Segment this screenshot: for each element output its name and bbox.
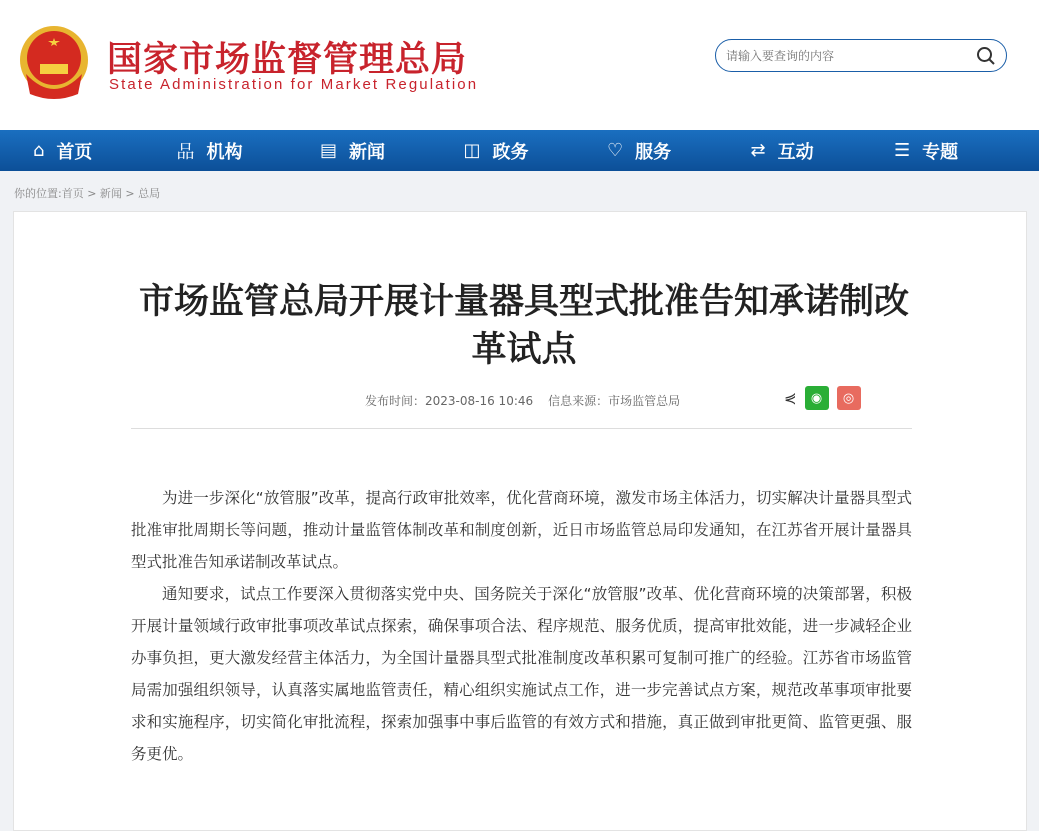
news-icon: ▤ [320,140,338,161]
nav-item-6[interactable] [894,130,1038,171]
national-emblem-logo [18,24,90,100]
nav-label: 机构 [206,141,243,163]
nav-item-4[interactable] [607,130,751,171]
search-input[interactable] [726,49,976,63]
search-icon[interactable] [976,46,996,66]
wechat-share-icon[interactable]: ◉ [805,386,829,410]
info-source: 信息来源：市场监管总局 [548,394,681,408]
share-icon[interactable]: ⋞ [784,389,797,407]
list-icon: ☰ [894,140,911,161]
divider [131,428,912,429]
nav-item-2[interactable] [320,130,464,171]
weibo-share-icon[interactable]: ◎ [837,386,861,410]
nav-item-5[interactable] [751,130,895,171]
nav-label: 专题 [922,141,959,163]
article-card [13,211,1027,831]
article-meta [365,392,695,409]
nav-item-1[interactable] [177,130,321,171]
nav-label: 服务 [635,141,672,163]
site-subtitle: State Administration for Market Regulation [109,76,479,93]
exchange-icon: ⇄ [750,140,766,161]
nav-label: 政务 [492,141,529,163]
nav-item-0[interactable] [33,130,177,171]
main-nav [0,130,1039,171]
nav-label: 首页 [56,141,93,163]
publish-time: 发布时间：2023-08-16 10:46 [365,394,534,408]
home-icon: ⌂ [33,140,45,161]
article-body [131,482,912,770]
gov-icon: ◫ [463,140,481,161]
heart-icon: ♡ [607,140,624,161]
article-title: 市场监管总局开展计量器具型式批准告知承诺制改革试点 [138,282,909,370]
nav-item-3[interactable] [464,130,608,171]
nav-label: 互动 [777,141,814,163]
site-title: 国家市场监督管理总局 [107,40,468,80]
nav-label: 新闻 [349,141,386,163]
paragraph: 通知要求，试点工作要深入贯彻落实党中央、国务院关于深化“放管服”改革、优化营商环境的决策部署，积极开展计量领域行政审批事项改革试点探索，确保事项合法、程序规范、服务优质，提高审批效能，进一步减轻企业办事负担，更大激发经营主体活力，为全国计量器具型式批准制度改革积累可复制可推广的经验。江苏省市场监管局需加强组织领导，认真落实属地监管责任，精心组织实施试点工作，进一步完善试点方案，规范改革事项审批要求和实施程序，切实简化审批流程，探索加强事中事后监管的有效方式和措施，真正做到审批更简、监管更强、服务更优。 [131,585,912,763]
header [0,0,1039,130]
search-box[interactable] [715,39,1007,72]
org-icon: 品 [176,141,195,163]
paragraph: 为进一步深化“放管服”改革，提高行政审批效率，优化营商环境，激发市场主体活力，切实解决计量器具型式批准审批周期长等问题，推动计量监管体制改革和制度创新，近日市场监管总局印发通知，在江苏省开展计量器具型式批准告知承诺制改革试点。 [131,489,912,571]
share-bar [784,386,861,410]
breadcrumb: 你的位置:首页 > 新闻 > 总局 [14,187,161,200]
